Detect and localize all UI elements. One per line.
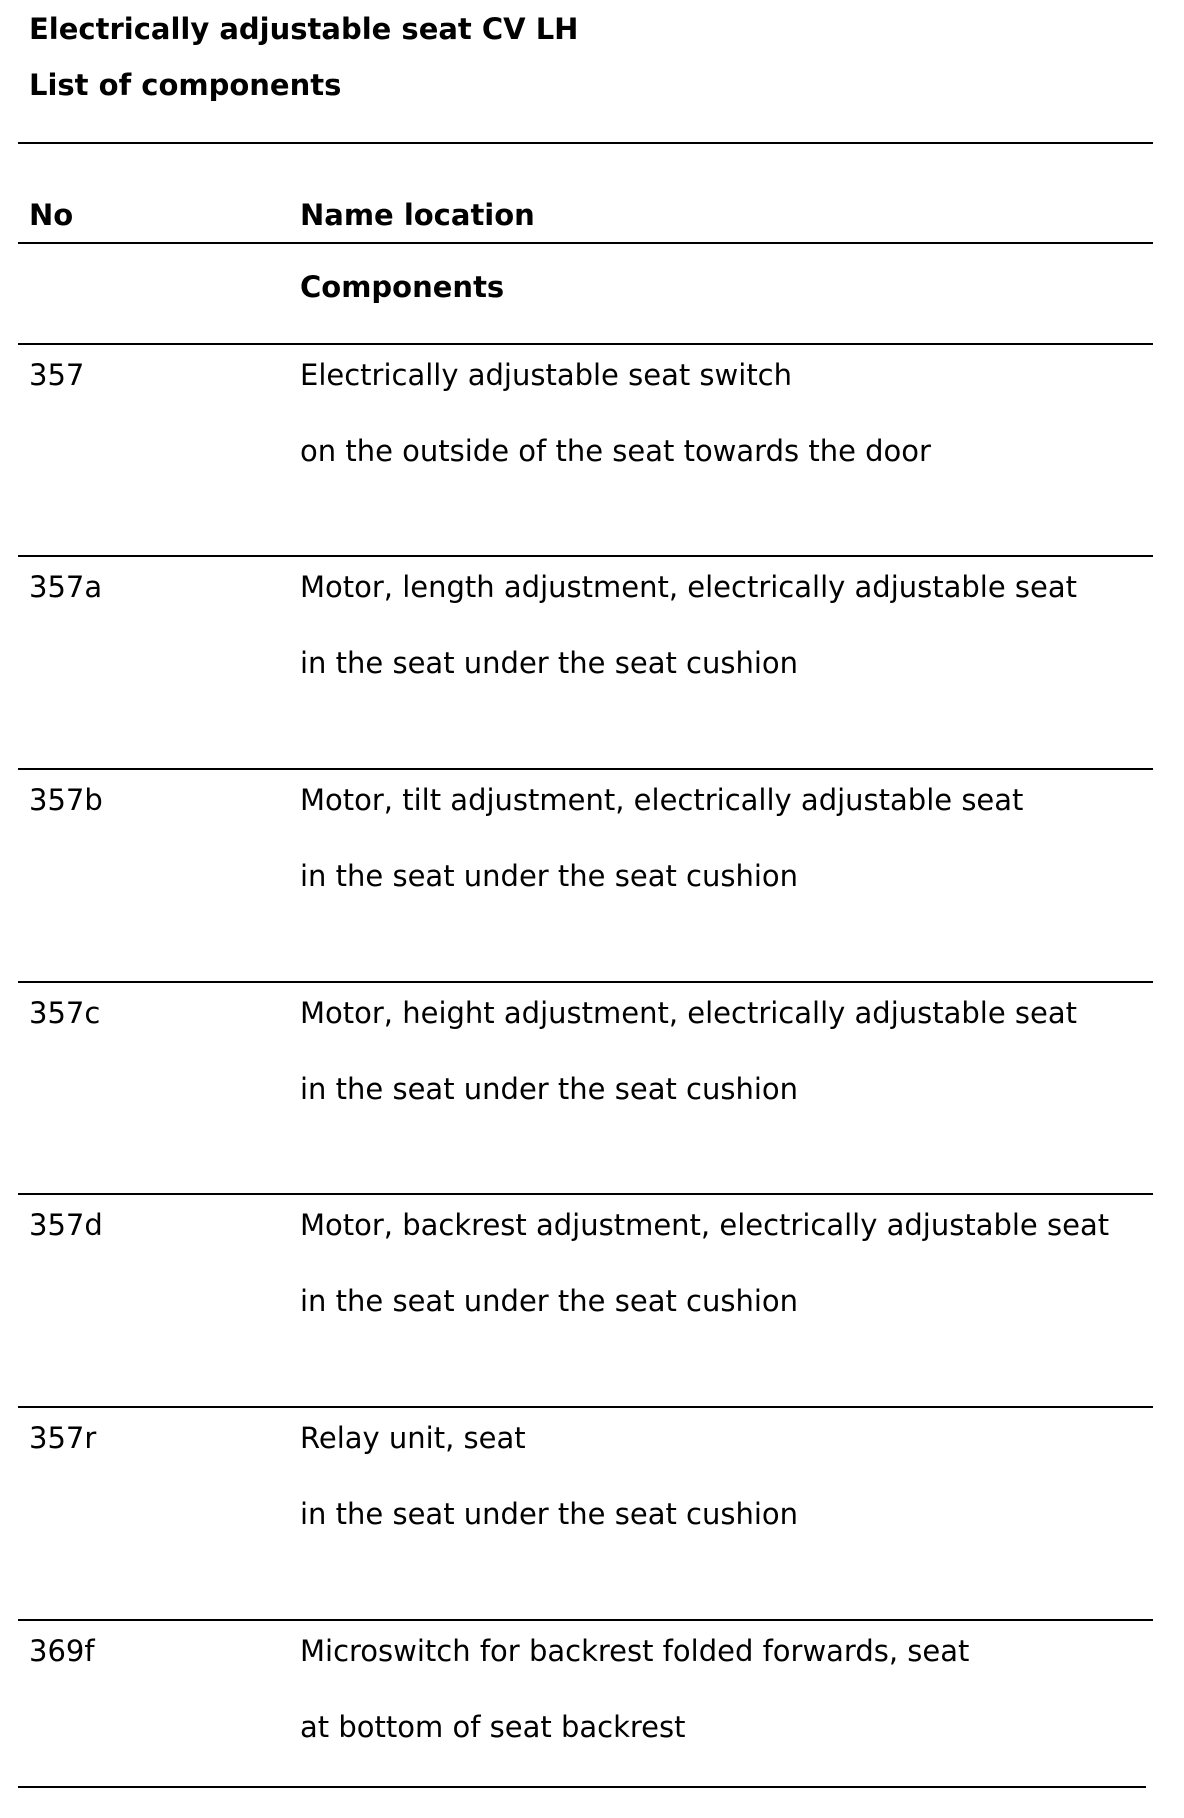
row-number: 357r [29,1421,97,1455]
row-component-location: on the outside of the seat towards the door [300,434,931,468]
table-top-rule [18,142,1153,144]
row-number: 369f [29,1634,95,1668]
row-number: 357 [29,358,85,392]
row-component-location: in the seat under the seat cushion [300,1072,799,1106]
row-divider [18,981,1153,983]
header-bottom-rule [18,242,1153,244]
column-header-name-location: Name location [300,198,535,232]
document-title: Electrically adjustable seat CV LH [29,12,579,46]
row-divider [18,1406,1153,1408]
row-component-location: in the seat under the seat cushion [300,1284,799,1318]
column-header-no: No [29,198,74,232]
row-divider [18,1619,1153,1621]
row-component-location: in the seat under the seat cushion [300,1497,799,1531]
row-number: 357b [29,783,103,817]
document-subtitle: List of components [29,68,342,102]
row-component-name: Motor, backrest adjustment, electrically adjustable seat [300,1208,1110,1242]
row-component-location: in the seat under the seat cushion [300,859,799,893]
row-divider [18,343,1153,345]
row-component-location: in the seat under the seat cushion [300,646,799,680]
row-number: 357c [29,996,101,1030]
row-number: 357d [29,1208,103,1242]
row-divider [18,555,1153,557]
row-divider [18,1193,1153,1195]
row-component-name: Motor, tilt adjustment, electrically adjustable seat [300,783,1024,817]
row-component-name: Motor, length adjustment, electrically adjustable seat [300,570,1077,604]
row-component-name: Microswitch for backrest folded forwards, seat [300,1634,970,1668]
row-component-name: Electrically adjustable seat switch [300,358,793,392]
row-divider [18,768,1153,770]
row-number: 357a [29,570,103,604]
section-label-components: Components [300,270,505,304]
row-component-name: Motor, height adjustment, electrically adjustable seat [300,996,1077,1030]
table-bottom-rule [18,1786,1146,1788]
row-component-name: Relay unit, seat [300,1421,526,1455]
row-component-location: at bottom of seat backrest [300,1710,686,1744]
